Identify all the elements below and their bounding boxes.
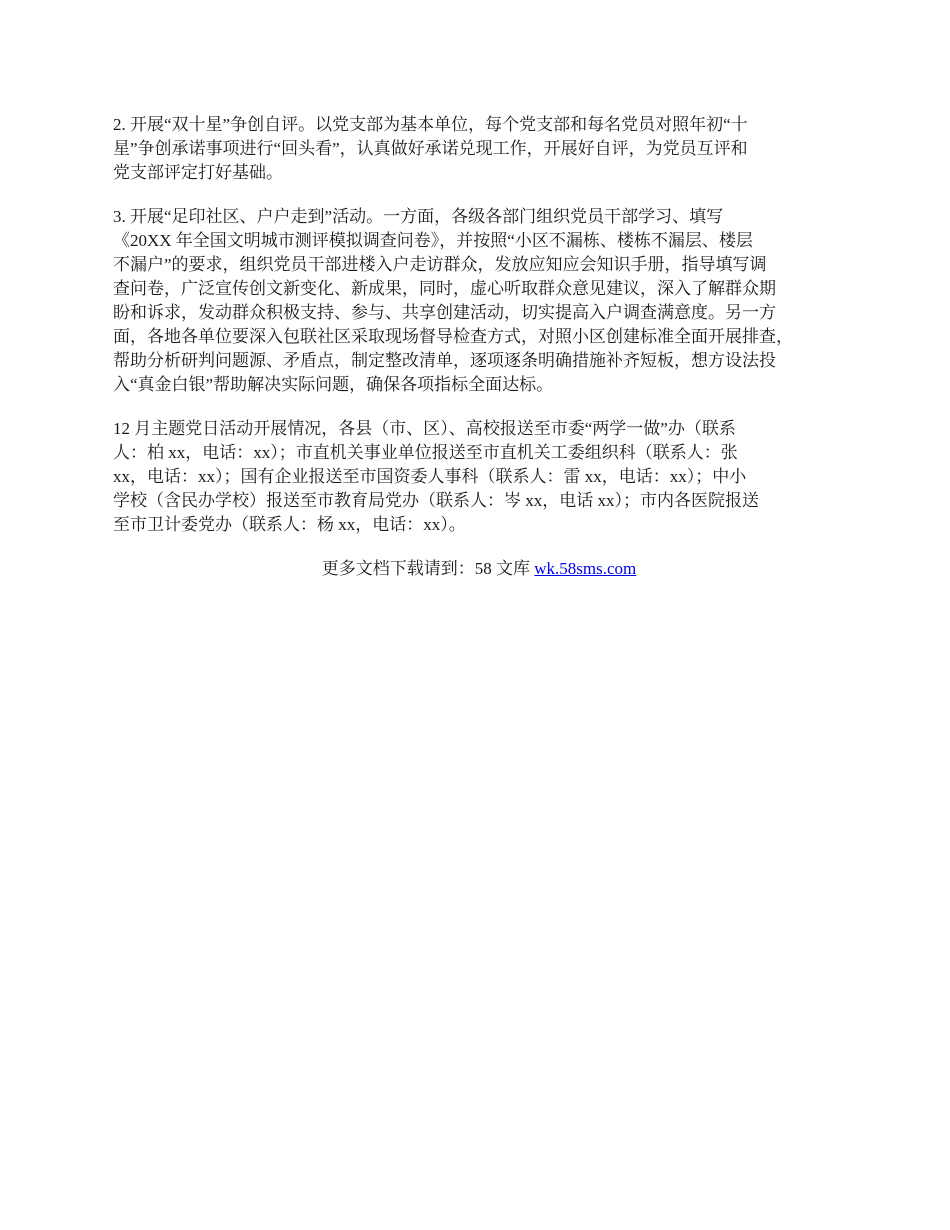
text-line: 星”争创承诺事项进行“回头看”，认真做好承诺兑现工作，开展好自评，为党员互评和	[113, 139, 748, 158]
text-line: 人：柏 xx，电话：xx）；市直机关事业单位报送至市直机关工委组织科（联系人：张	[113, 443, 738, 462]
text-line: 学校（含民办学校）报送至市教育局党办（联系人：岑 xx，电话 xx）；市内各医院报送	[113, 491, 759, 510]
paragraph-shuangshixing	[113, 113, 845, 185]
text-line: 面，各地各单位要深入包联社区采取现场督导检查方式，对照小区创建标准全面开展排查，	[113, 327, 793, 346]
document-body	[113, 113, 845, 581]
text-line: 帮助分析研判问题源、矛盾点，制定整改清单，逐项逐条明确措施补齐短板，想方设法投	[113, 351, 776, 370]
paragraph-report-contacts	[113, 417, 845, 537]
footer-link[interactable]: wk.58sms.com	[534, 559, 637, 578]
text-line: 12 月主题党日活动开展情况，各县（市、区）、高校报送至市委“两学一做”办（联系	[113, 419, 736, 438]
download-footer	[113, 557, 845, 581]
text-line: 《20XX 年全国文明城市测评模拟调查问卷》，并按照“小区不漏栋、楼栋不漏层、楼层	[113, 231, 753, 250]
text-line: 至市卫计委党办（联系人：杨 xx，电话：xx）。	[113, 515, 466, 534]
text-line: xx，电话：xx）；国有企业报送至市国资委人事科（联系人：雷 xx，电话：xx）；中小	[113, 467, 747, 486]
text-line: 盼和诉求，发动群众积极支持、参与、共享创建活动，切实提高入户调查满意度。另一方	[113, 303, 776, 322]
footer-prefix: 更多文档下载请到：58 文库	[321, 559, 535, 578]
paragraph-zuyin-shequ	[113, 205, 845, 397]
text-line: 查问卷，广泛宣传创文新变化、新成果，同时，虚心听取群众意见建议，深入了解群众期	[113, 279, 776, 298]
text-line: 3. 开展“足印社区、户户走到”活动。一方面，各级各部门组织党员干部学习、填写	[113, 207, 724, 226]
text-line: 2. 开展“双十星”争创自评。以党支部为基本单位，每个党支部和每名党员对照年初“十	[113, 115, 748, 134]
text-line: 入“真金白银”帮助解决实际问题，确保各项指标全面达标。	[113, 375, 554, 394]
text-line: 不漏户”的要求，组织党员干部进楼入户走访群众，发放应知应会知识手册，指导填写调	[113, 255, 767, 274]
text-line: 党支部评定打好基础。	[113, 163, 283, 182]
